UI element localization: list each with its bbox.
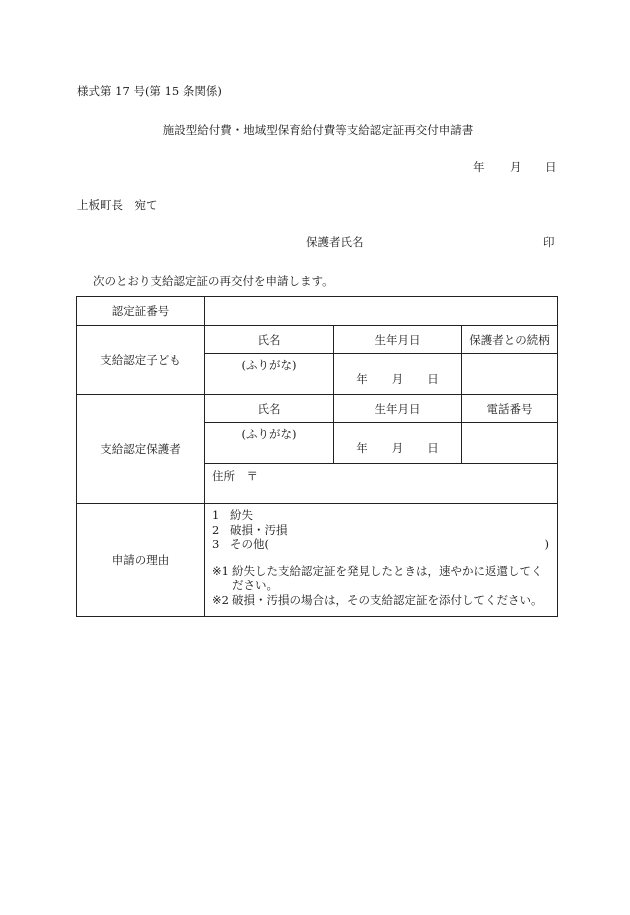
guardian-header-row: [77, 395, 558, 423]
addressee: 上板町長 宛て: [77, 198, 158, 212]
cert-number-field[interactable]: [205, 297, 558, 326]
reason-text: その他(: [230, 537, 269, 551]
child-name-field[interactable]: [205, 354, 334, 395]
address-label: 住所 〒: [212, 469, 258, 483]
reason-label: 申請の理由: [77, 504, 205, 617]
reason-option-lost[interactable]: [212, 508, 551, 523]
reason-options: [205, 504, 558, 617]
child-birth-year: 年: [356, 372, 368, 386]
date-year-label: 年: [473, 160, 485, 174]
guardian-section-label: 支給認定保護者: [77, 395, 205, 504]
child-furigana-label: (ふりがな): [241, 358, 297, 372]
guardian-phone-field[interactable]: [462, 423, 558, 464]
reason-number: 2: [212, 522, 220, 537]
reason-text: 紛失: [230, 508, 253, 522]
child-relation-header: 保護者との続柄: [462, 326, 558, 354]
reason-row: [77, 504, 558, 617]
seal-mark: 印: [543, 235, 555, 249]
reason-number: 3: [212, 537, 220, 551]
guardian-birth-month: 月: [391, 441, 404, 455]
child-section-label: 支給認定子ども: [77, 326, 205, 395]
guardian-name-field[interactable]: [205, 423, 334, 464]
note-mark: ※1: [212, 563, 229, 578]
guardian-birth-year: 年: [356, 441, 368, 455]
application-form-table: [76, 296, 558, 617]
child-birth-day: 日: [427, 372, 439, 386]
document-title: 施設型給付費・地域型保育給付費等支給認定証再交付申請書: [162, 123, 474, 137]
guardian-address-field[interactable]: [205, 464, 558, 504]
child-header-row: [77, 326, 558, 354]
guardian-phone-header: 電話番号: [462, 395, 558, 423]
intro-text: 次のとおり支給認定証の再交付を申請します。: [93, 274, 334, 288]
date-month-label: 月: [510, 160, 522, 174]
note-damaged: [212, 593, 551, 608]
note-mark: ※2: [212, 592, 229, 607]
child-name-header: 氏名: [205, 326, 334, 354]
guardian-name-label: 保護者氏名: [306, 235, 364, 249]
reason-number: 1: [212, 508, 220, 522]
child-birth-month: 月: [391, 372, 404, 386]
note-lost: [212, 564, 551, 593]
reason-option-other[interactable]: [212, 537, 551, 552]
form-number: 様式第 17 号(第 15 条関係): [77, 84, 222, 98]
note-text: 破損・汚損の場合は，その支給認定証を添付してください。: [232, 592, 543, 607]
reason-other-close-paren: ): [544, 537, 550, 551]
guardian-birthdate-field[interactable]: [334, 423, 462, 464]
date-day-label: 日: [545, 160, 557, 174]
child-relation-field[interactable]: [462, 354, 558, 395]
cert-number-label: 認定証番号: [77, 297, 205, 326]
cert-number-row: [77, 297, 558, 326]
guardian-name-header: 氏名: [205, 395, 334, 423]
reason-text: 破損・汚損: [230, 522, 288, 537]
child-birthdate-header: 生年月日: [334, 326, 462, 354]
reason-option-damaged[interactable]: [212, 523, 551, 538]
guardian-furigana-label: (ふりがな): [241, 427, 297, 441]
guardian-birth-day: 日: [427, 441, 439, 455]
child-birthdate-field[interactable]: [334, 354, 462, 395]
note-text: 紛失した支給認定証を発見したときは，速やかに返還してください。: [232, 563, 543, 592]
guardian-birthdate-header: 生年月日: [334, 395, 462, 423]
